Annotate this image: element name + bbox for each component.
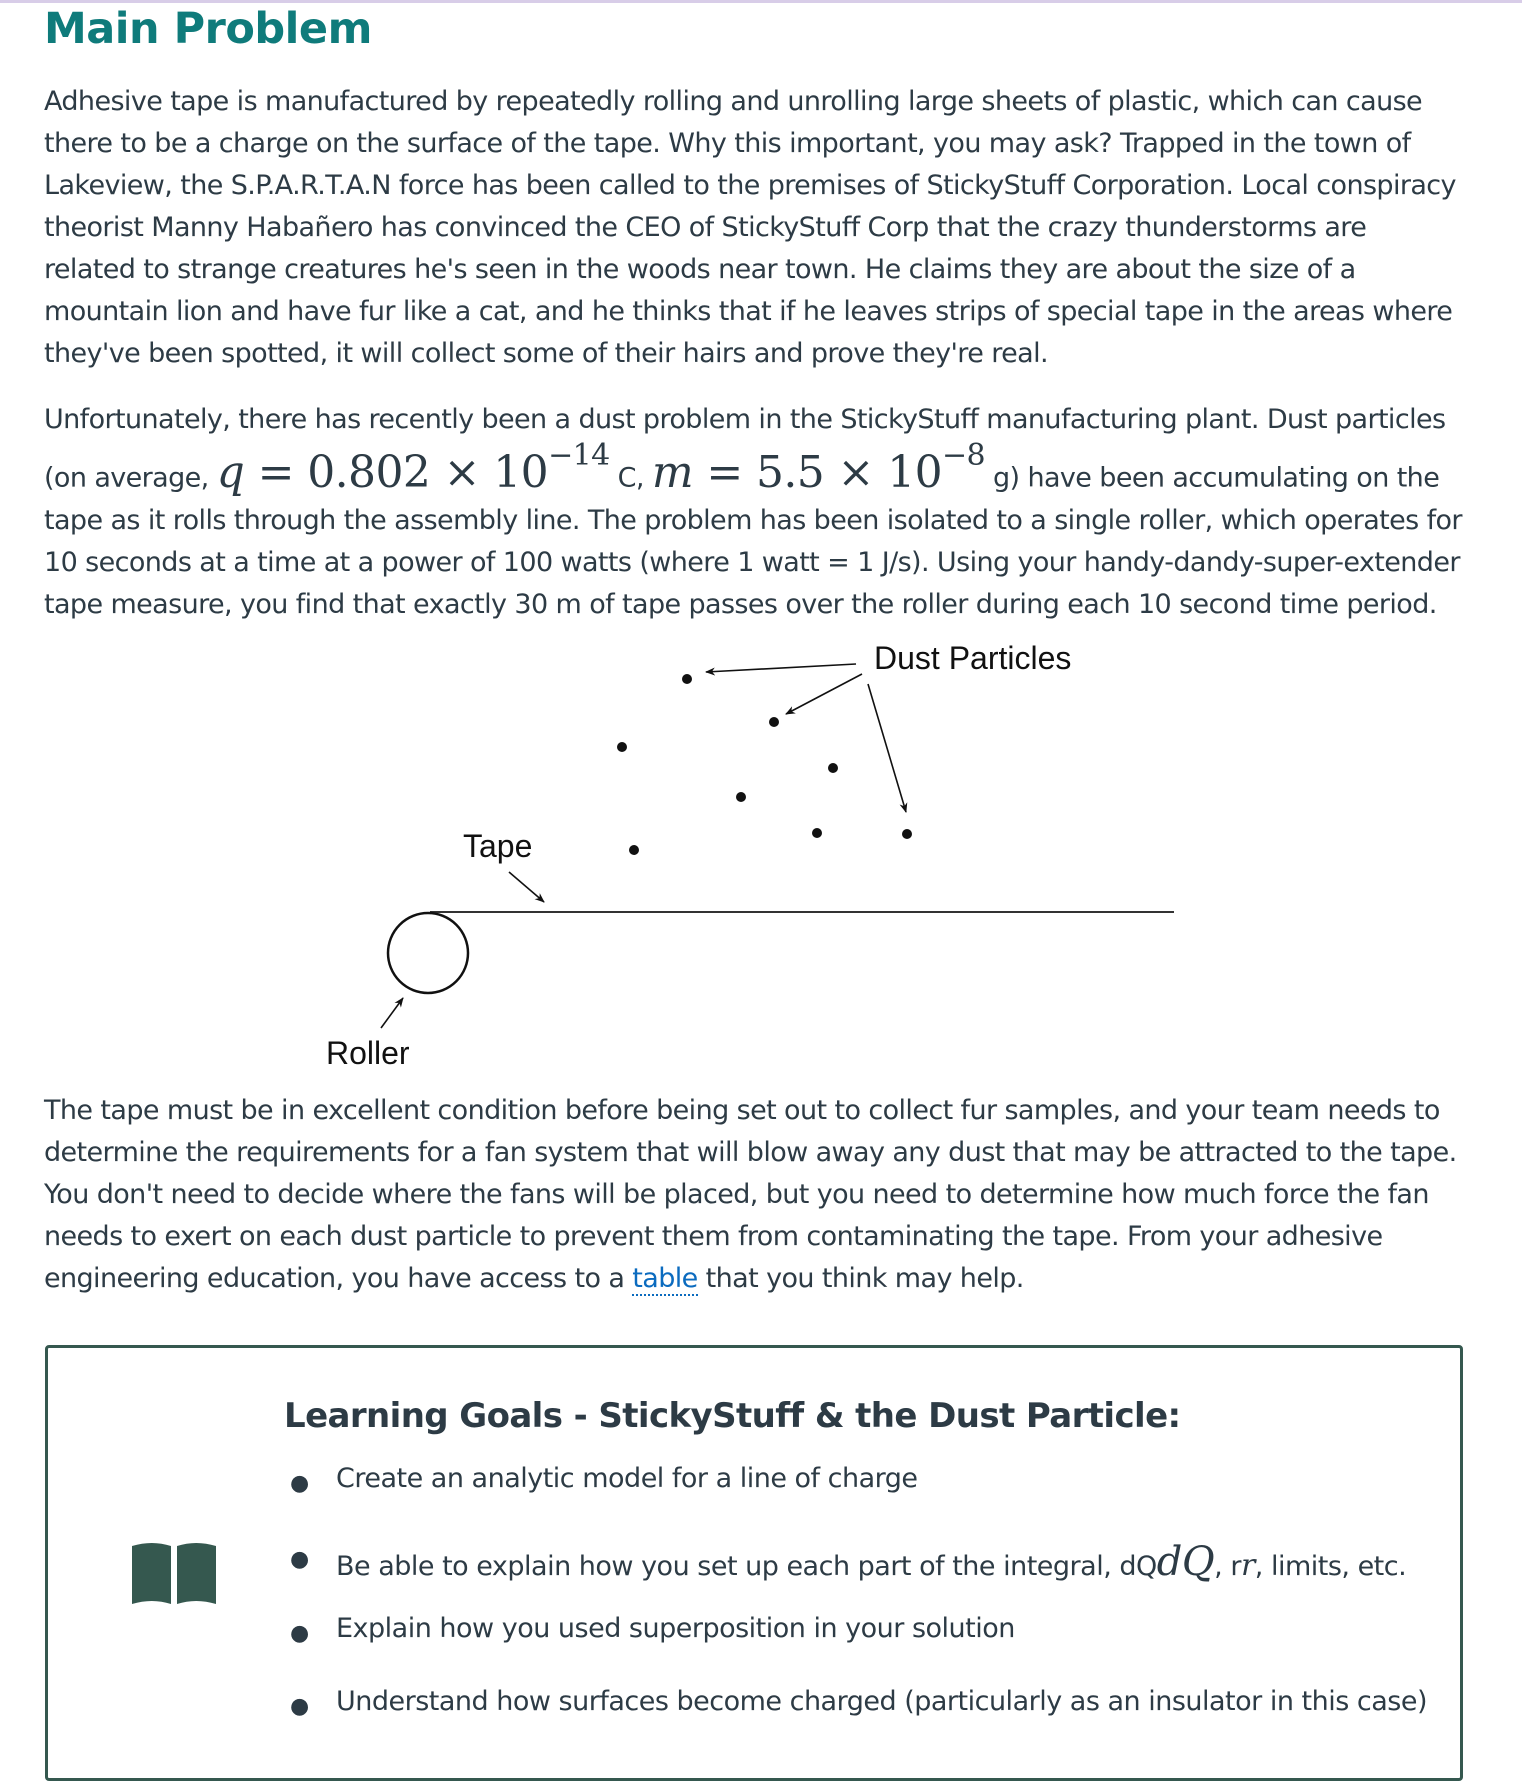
- r-math: r: [1240, 1548, 1255, 1583]
- dust-particle: [769, 717, 779, 727]
- intro-paragraph: Adhesive tape is manufactured by repeatedly rolling and unrolling large sheets of plastic, which can cause there to be a charge on the surface of the tape. Why this important, you may ask? Trapped in the town of Lakeview, the S.P.A.R.T.A.N force has been called to the premises of StickyStuff Corporation. Local conspiracy theorist Manny Habañero has convinced the CEO of StickyStuff Corp that the crazy thunderstorms are related to strange creatures he's seen in the woods near town. He claims they are about the size of a mountain lion and have fur like a cat, and he thinks that if he leaves strips of special tape in the areas where they've been spotted, it will collect some of their hairs and prove they're real.: [44, 86, 1456, 369]
- dust-particle: [736, 792, 746, 802]
- dust-arrow: [868, 684, 906, 812]
- dust-particle: [682, 674, 692, 684]
- bullet-icon: ●: [290, 1471, 309, 1496]
- tape-label: Tape: [463, 828, 533, 864]
- fan-paragraph-text: The tape must be in excellent condition before being set out to collect fur samples, and your team needs to determine the requirements for a fan system that will blow away any dust that may be attracted to the tape. You don't need to decide where the fans will be placed, but you need to determine how much force the fan needs to exert on each dust particle to prevent them from contaminating the tape. From your adhesive engineering education, you have access to a: [44, 1095, 1457, 1294]
- dust-paragraph-lead: Unfortunately, there has recently been a dust problem in the StickyStuff manufacturing plant. Dust particles (on average,: [44, 404, 1446, 494]
- learning-goals-title: Learning Goals - StickyStuff & the Dust Particle:: [284, 1396, 1181, 1436]
- fan-paragraph-end: that you think may help.: [705, 1263, 1024, 1294]
- dust-particle: [812, 828, 822, 838]
- learning-goals-box: Learning Goals - StickyStuff & the Dust Particle: ● Create an analytic model for a line of charge ● Be able to explain how you set up each part of the integral, dQdQ, rr, limits, etc. ● Explain how you used superposition in your solution ● Understand how surfaces become charged (particularly as an insulator in this case): [45, 1345, 1463, 1781]
- dust-particles-label: Dust Particles: [874, 640, 1072, 676]
- bullet-icon: ●: [290, 1694, 309, 1719]
- dust-particle: [629, 845, 639, 855]
- dust-arrow: [706, 664, 856, 672]
- tape-arrow: [509, 872, 544, 902]
- dust-arrow: [786, 674, 862, 714]
- bullet-icon: ●: [290, 1547, 309, 1572]
- book-icon: [130, 1540, 218, 1606]
- mass-equation: $m = 5.5 \times 10^{-8}$: [651, 438, 986, 498]
- roller-label: Roller: [326, 1035, 410, 1071]
- dust-particle: [828, 763, 838, 773]
- table-link[interactable]: table: [632, 1263, 698, 1294]
- dq-math: dQ: [1156, 1539, 1215, 1585]
- fan-paragraph: [44, 1090, 1464, 1300]
- charge-equation: $q = 0.802 \times 10^{-14}$: [216, 438, 610, 498]
- tape-roller-diagram: [44, 0, 1464, 1090]
- dust-particle: [617, 742, 627, 752]
- page-title: Main Problem: [44, 4, 372, 54]
- charge-unit: C,: [617, 462, 644, 494]
- bullet-icon: ●: [290, 1621, 309, 1646]
- dust-paragraph-rest: g) have been accumulating on the tape as it rolls through the assembly line. The problem has been isolated to a single roller, which operates for 10 seconds at a time at a power of 100 watts (where 1 watt = 1 J/s). Using your handy-dandy-super-extender tape measure, you find that exactly 30 m of tape passes over the roller during each 10 second time period.: [44, 462, 1462, 620]
- dust-particle: [902, 829, 912, 839]
- roller-arrow: [381, 998, 403, 1028]
- roller-circle: [388, 913, 468, 993]
